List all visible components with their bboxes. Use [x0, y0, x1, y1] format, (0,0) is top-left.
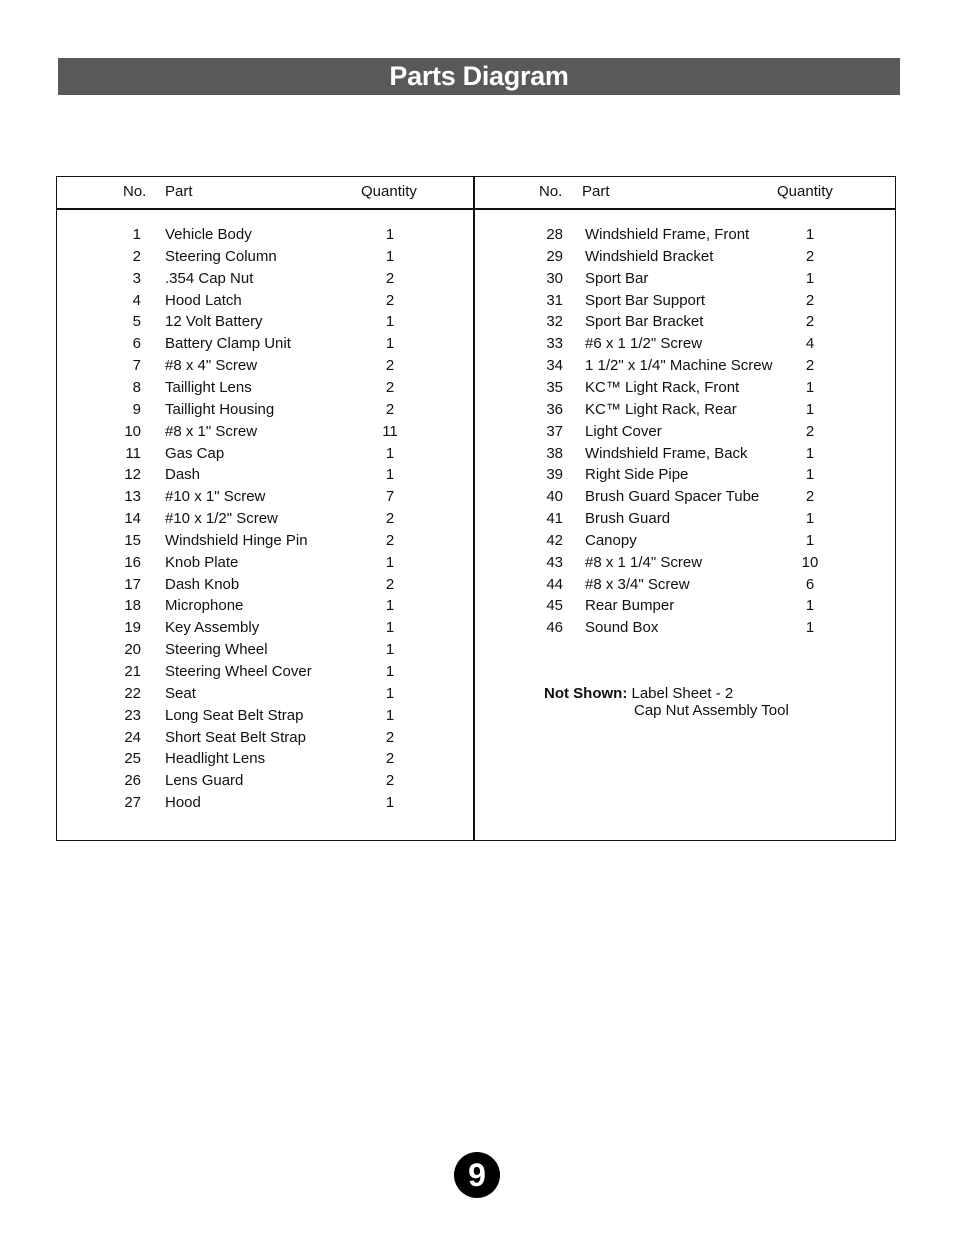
part-name: Sport Bar Support — [585, 291, 706, 309]
part-number: 25 — [124, 750, 141, 768]
part-name: #8 x 1 1/4" Screw — [585, 553, 703, 571]
part-number: 46 — [546, 619, 563, 637]
part-name: Dash — [165, 466, 201, 484]
part-number: 31 — [546, 291, 563, 309]
part-number: 35 — [546, 378, 563, 396]
part-quantity: 10 — [801, 553, 819, 571]
part-quantity: 2 — [385, 728, 395, 746]
part-number: 33 — [546, 335, 563, 353]
part-quantity: 2 — [385, 750, 395, 768]
part-name: Knob Plate — [165, 553, 239, 571]
part-quantity: 6 — [805, 575, 815, 593]
header-no-right: No. — [539, 183, 563, 200]
part-name: Hood Latch — [165, 291, 242, 309]
part-name: KC™ Light Rack, Front — [585, 378, 740, 396]
part-name: Canopy — [585, 531, 637, 549]
page-number: 9 — [454, 1152, 500, 1198]
part-quantity: 1 — [805, 226, 815, 243]
part-number: 44 — [546, 575, 563, 593]
part-name: Vehicle Body — [165, 226, 252, 243]
part-name: KC™ Light Rack, Rear — [585, 400, 737, 418]
part-name: Dash Knob — [165, 575, 240, 593]
part-name: #8 x 3/4" Screw — [585, 575, 690, 593]
header-part-right: Part — [582, 183, 610, 200]
part-name: 1 1/2" x 1/4" Machine Screw — [585, 357, 773, 375]
part-name: Steering Wheel Cover — [165, 663, 312, 680]
part-name: Sound Box — [585, 619, 659, 637]
part-quantity: 2 — [805, 313, 815, 331]
part-name: Hood — [165, 794, 201, 812]
part-quantity: 1 — [385, 226, 395, 243]
part-number: 1 — [132, 226, 141, 243]
part-name: Taillight Lens — [165, 378, 252, 396]
header-quantity-left: Quantity — [361, 183, 417, 200]
part-number: 18 — [124, 597, 141, 615]
part-name: #6 x 1 1/2" Screw — [585, 335, 703, 353]
part-number: 19 — [124, 619, 141, 637]
part-name: Battery Clamp Unit — [165, 335, 291, 353]
part-number: 13 — [124, 488, 141, 506]
part-quantity: 1 — [385, 684, 395, 702]
part-quantity: 2 — [385, 357, 395, 375]
part-number: 11 — [125, 444, 141, 462]
part-number: 42 — [546, 531, 563, 549]
part-number: 2 — [132, 247, 141, 265]
not-shown-label: Not Shown: — [544, 685, 628, 702]
part-number: 32 — [546, 313, 563, 331]
part-number: 45 — [546, 597, 563, 615]
part-name: Microphone — [165, 597, 244, 615]
part-quantity: 1 — [805, 269, 815, 287]
part-quantity: 2 — [805, 488, 815, 506]
part-number: 28 — [546, 226, 563, 243]
part-number: 21 — [124, 663, 141, 680]
part-name: Brush Guard Spacer Tube — [585, 488, 760, 506]
part-number: 38 — [546, 444, 563, 462]
part-name: Sport Bar Bracket — [585, 313, 704, 331]
part-number: 9 — [132, 400, 141, 418]
part-quantity: 2 — [385, 531, 395, 549]
part-quantity: 2 — [385, 291, 395, 309]
not-shown-item-2: Cap Nut Assembly Tool — [634, 702, 789, 719]
part-quantity: 2 — [385, 400, 395, 418]
part-number: 39 — [546, 466, 563, 484]
part-name: #8 x 4" Screw — [165, 357, 258, 375]
part-quantity: 1 — [805, 597, 815, 615]
part-quantity: 2 — [385, 772, 395, 790]
part-number: 3 — [132, 269, 141, 287]
part-number: 14 — [124, 510, 141, 528]
parts-table — [56, 176, 896, 841]
part-name: #10 x 1" Screw — [165, 488, 266, 506]
part-number: 29 — [546, 247, 563, 265]
part-name: Light Cover — [585, 422, 662, 440]
part-name: Rear Bumper — [585, 597, 675, 615]
part-number: 30 — [546, 269, 563, 287]
not-shown-note — [544, 685, 789, 719]
part-quantity: 2 — [805, 291, 815, 309]
part-quantity: 1 — [385, 663, 395, 680]
part-number: 43 — [546, 553, 563, 571]
part-name: Steering Wheel — [165, 641, 268, 659]
part-number: 20 — [124, 641, 141, 659]
part-number: 24 — [124, 728, 141, 746]
part-name: 12 Volt Battery — [165, 313, 263, 331]
part-number: 4 — [132, 291, 141, 309]
part-quantity: 1 — [385, 444, 395, 462]
part-quantity: 1 — [385, 553, 395, 571]
part-name: Gas Cap — [165, 444, 225, 462]
part-quantity: 1 — [805, 466, 815, 484]
part-quantity: 4 — [805, 335, 815, 353]
part-name: Windshield Frame, Front — [585, 226, 750, 243]
header-part-left: Part — [165, 183, 193, 200]
part-number: 27 — [124, 794, 141, 812]
part-number: 10 — [124, 422, 141, 440]
part-quantity: 2 — [385, 269, 395, 287]
part-quantity: 2 — [805, 247, 815, 265]
part-quantity: 1 — [805, 378, 815, 396]
part-number: 41 — [546, 510, 563, 528]
part-quantity: 1 — [805, 619, 815, 637]
part-name: Windshield Frame, Back — [585, 444, 748, 462]
part-name: #10 x 1/2" Screw — [165, 510, 278, 528]
part-name: Taillight Housing — [165, 400, 275, 418]
part-number: 22 — [124, 684, 141, 702]
part-number: 23 — [124, 706, 141, 724]
part-quantity: 2 — [805, 422, 815, 440]
part-quantity: 1 — [385, 619, 395, 637]
part-number: 34 — [546, 357, 563, 375]
part-number: 15 — [124, 531, 141, 549]
header-no-left: No. — [123, 183, 147, 200]
part-number: 7 — [132, 357, 141, 375]
part-quantity: 7 — [385, 488, 395, 506]
part-name: Steering Column — [165, 247, 277, 265]
part-quantity: 1 — [385, 313, 395, 331]
part-name: Windshield Bracket — [585, 247, 714, 265]
part-name: #8 x 1" Screw — [165, 422, 258, 440]
part-quantity: 1 — [805, 400, 815, 418]
part-quantity: 1 — [385, 335, 395, 353]
part-name: Short Seat Belt Strap — [165, 728, 306, 746]
part-quantity: 1 — [385, 466, 395, 484]
part-number: 8 — [132, 378, 141, 396]
part-name: Long Seat Belt Strap — [165, 706, 304, 724]
part-name: Brush Guard — [585, 510, 671, 528]
part-number: 5 — [132, 313, 141, 331]
part-quantity: 2 — [385, 575, 395, 593]
part-number: 16 — [124, 553, 141, 571]
part-name: Sport Bar — [585, 269, 649, 287]
part-name: Headlight Lens — [165, 750, 266, 768]
header-quantity-right: Quantity — [777, 183, 833, 200]
part-name: Lens Guard — [165, 772, 244, 790]
header-divider — [57, 208, 895, 210]
part-number: 36 — [546, 400, 563, 418]
part-quantity: 1 — [385, 641, 395, 659]
part-quantity: 1 — [805, 531, 815, 549]
part-quantity: 1 — [385, 706, 395, 724]
part-name: .354 Cap Nut — [165, 269, 254, 287]
part-number: 6 — [132, 335, 141, 353]
part-number: 26 — [124, 772, 141, 790]
part-quantity: 1 — [385, 794, 395, 812]
part-name: Right Side Pipe — [585, 466, 689, 484]
part-name: Key Assembly — [165, 619, 260, 637]
part-quantity: 11 — [382, 422, 398, 440]
part-quantity: 1 — [385, 247, 395, 265]
column-divider — [473, 177, 475, 840]
page-title: Parts Diagram — [58, 58, 900, 95]
part-quantity: 1 — [805, 444, 815, 462]
part-number: 12 — [124, 466, 141, 484]
part-quantity: 2 — [385, 510, 395, 528]
part-number: 40 — [546, 488, 563, 506]
part-quantity: 1 — [385, 597, 395, 615]
part-number: 17 — [124, 575, 141, 593]
part-number: 37 — [546, 422, 563, 440]
part-name: Seat — [165, 684, 196, 702]
part-quantity: 2 — [385, 378, 395, 396]
not-shown-item-1: Label Sheet - 2 — [631, 685, 734, 702]
part-name: Windshield Hinge Pin — [165, 531, 308, 549]
part-quantity: 1 — [805, 510, 815, 528]
part-quantity: 2 — [805, 357, 815, 375]
